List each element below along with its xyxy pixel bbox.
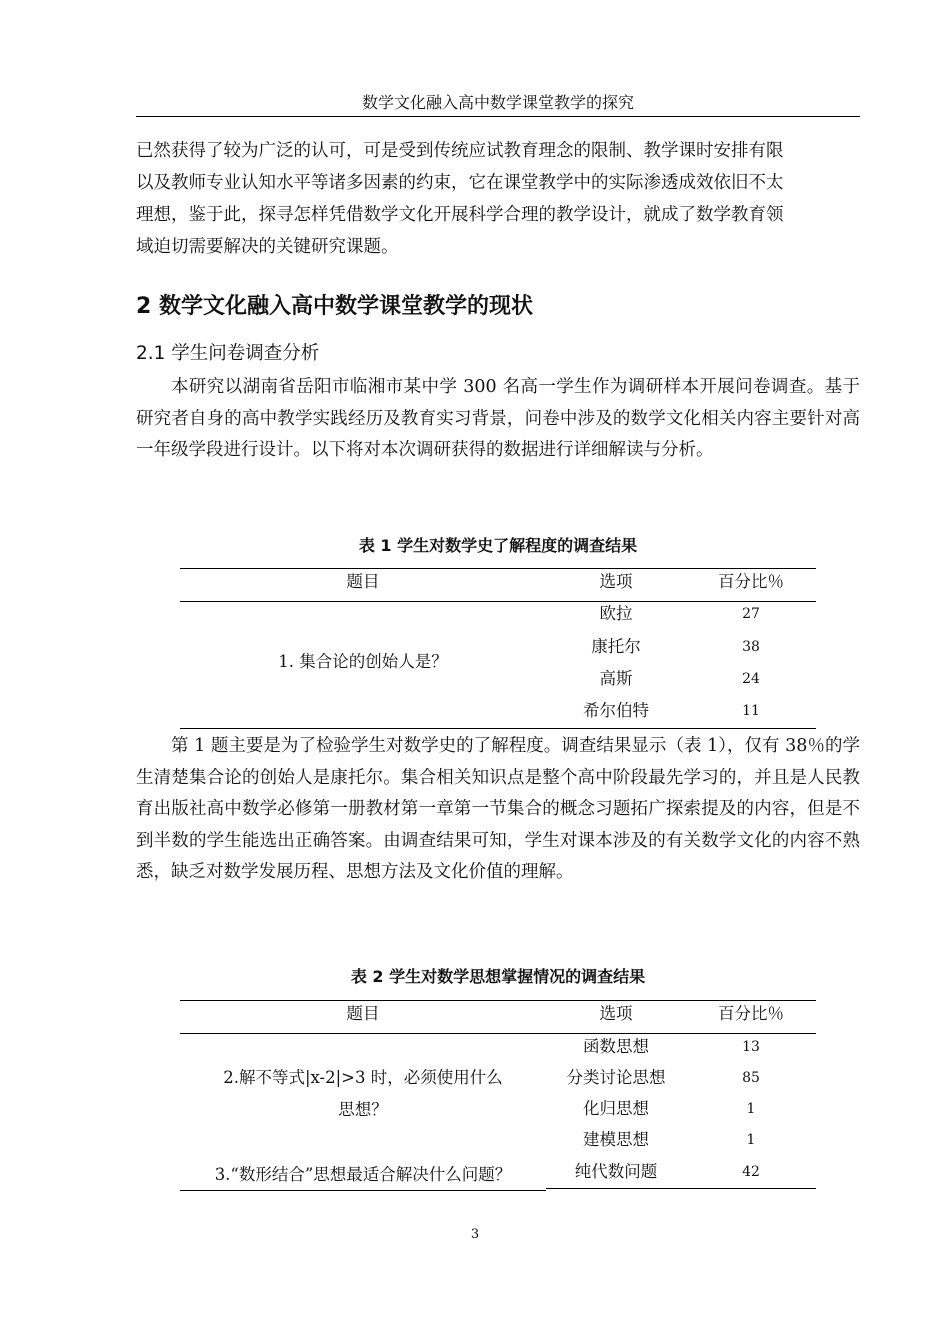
- section-heading: 2 数学文化融入高中数学课堂教学的现状: [136, 294, 533, 319]
- running-header: 数学文化融入高中数学课堂教学的探究: [136, 90, 860, 117]
- table1-top-rule: [180, 568, 816, 569]
- table2-header-question: 题目: [346, 1004, 380, 1023]
- page-number: 3: [470, 1227, 480, 1242]
- table1: [180, 568, 816, 730]
- table1-caption: 表 1 学生对数学史了解程度的调查结果: [358, 536, 638, 555]
- survey-intro-paragraph: 本研究以湖南省岳阳市临湘市某中学 300 名高一学生作为调研样本开展问卷调查。基于研究者自身的高中教学实践经历及教育实习背景，问卷中涉及的数学文化相关内容主要针对高一年级学段进行设计。以下将对本次调研获得的数据进行详细解读与分析。: [136, 377, 860, 460]
- table1-option: 康托尔: [591, 637, 641, 656]
- table1-analysis-paragraph: 第 1 题主要是为了检验学生对数学史的了解程度。调查结果显示（表 1），仅有 38％的学生清楚集合论的创始人是康托尔。集合相关知识点是整个高中阶段最先学习的，并且是人民教育出版社高中数学必修第一册教材第一章第一节集合的概念习题拓广探索提及的内容，但是不到半数的学生能选出正确答案。由调查结果可知，学生对课本涉及的有关数学文化的内容不熟悉，缺乏对数学发展历程、思想方法及文化价值的理解。: [136, 736, 860, 882]
- intro-line: 域迫切需要解决的关键研究课题。: [136, 237, 399, 257]
- table2-percent: 13: [742, 1039, 760, 1055]
- table2-percent: 85: [742, 1070, 760, 1086]
- table2-percent: 1: [746, 1101, 756, 1117]
- table2-percent: 1: [746, 1132, 756, 1148]
- table1-bottom-rule: [180, 728, 816, 729]
- table1-percent: 27: [742, 606, 760, 622]
- table1-percent: 11: [742, 703, 760, 719]
- table1-header-question: 题目: [346, 572, 380, 591]
- table1-option: 希尔伯特: [583, 701, 649, 720]
- table2-header-option: 选项: [599, 1004, 633, 1023]
- table2-option: 纯代数问题: [574, 1162, 658, 1181]
- table2-question3: 3.“数形结合”思想最适合解决什么问题？: [214, 1165, 512, 1184]
- table1-question: 1. 集合论的创始人是？: [278, 652, 448, 671]
- table2-question2-line2: 思想？: [338, 1100, 388, 1119]
- table1-header-option: 选项: [599, 572, 633, 591]
- table1-header-percent: 百分比％: [718, 572, 784, 591]
- table2-caption: 表 2 学生对数学思想掌握情况的调查结果: [350, 967, 646, 986]
- table1-percent: 24: [742, 671, 760, 687]
- table2-option: 函数思想: [583, 1037, 649, 1056]
- table2-bottom-rule-right: [546, 1188, 816, 1189]
- subsection-heading: 2.1 学生问卷调查分析: [136, 343, 320, 364]
- intro-line: 以及教师专业认知水平等诸多因素的约束，它在课堂教学中的实际渗透成效依旧不太: [136, 173, 784, 193]
- intro-line: 理想，鉴于此，探寻怎样凭借数学文化开展科学合理的教学设计，就成了数学教育领: [136, 205, 784, 225]
- intro-line: 已然获得了较为广泛的认可，可是受到传统应试教育理念的限制、教学课时安排有限: [136, 141, 784, 161]
- table2-header-rule: [180, 1033, 816, 1034]
- table2-percent: 42: [742, 1164, 760, 1180]
- table1-option: 欧拉: [599, 604, 633, 623]
- table2-top-rule: [180, 1000, 816, 1001]
- table2: [180, 1000, 816, 1195]
- table1-percent: 38: [742, 639, 760, 655]
- table2-header-percent: 百分比％: [718, 1004, 784, 1023]
- table2-option: 分类讨论思想: [566, 1068, 666, 1087]
- table1-option: 高斯: [599, 669, 633, 688]
- table2-question2-line1: 2.解不等式|x-2|>3 时，必须使用什么: [223, 1068, 503, 1087]
- table2-bottom-rule-left: [180, 1190, 546, 1191]
- table2-option: 建模思想: [583, 1130, 649, 1149]
- table2-option: 化归思想: [583, 1099, 649, 1118]
